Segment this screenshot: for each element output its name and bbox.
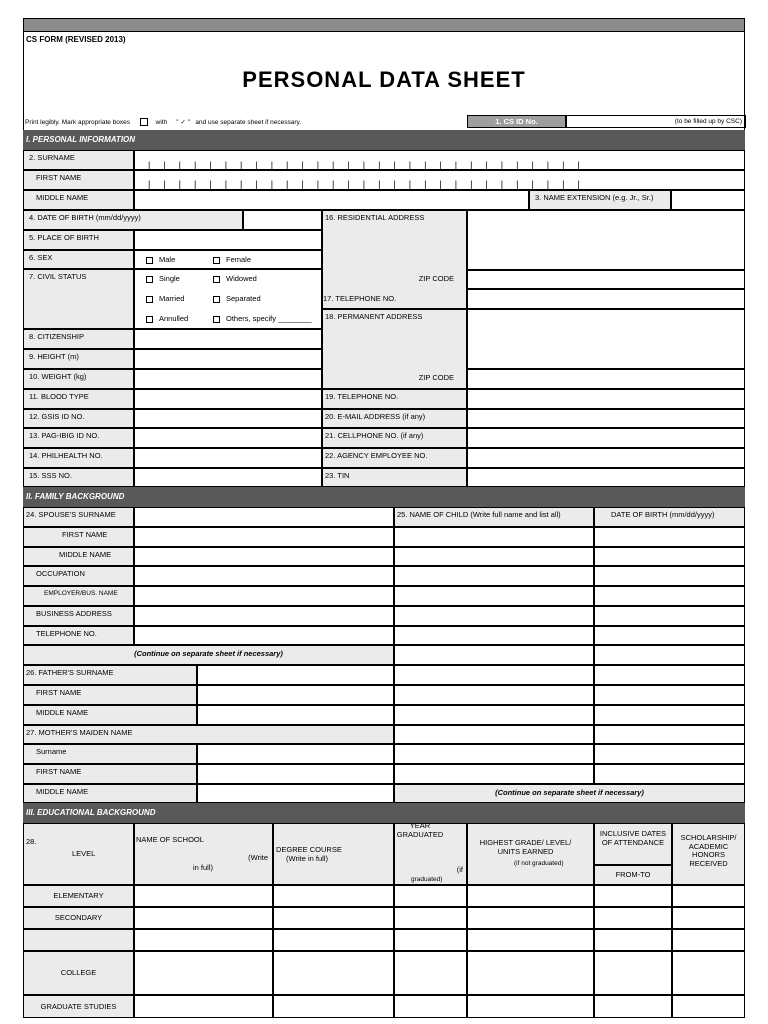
child-dob-field[interactable] [594, 645, 745, 665]
checkbox-icon[interactable] [146, 276, 153, 283]
education-level-label: GRADUATE STUDIES [23, 995, 134, 1018]
education-field[interactable] [672, 907, 745, 929]
separated-label: Separated [226, 294, 261, 303]
inclusive-dates-header: INCLUSIVE DATES OF ATTENDANCE [594, 823, 672, 865]
mother-first-name-field[interactable] [197, 764, 394, 784]
sex-male-option[interactable] [146, 255, 175, 264]
spouse-telephone-field[interactable] [134, 626, 394, 645]
mother-surname-label: Surname [23, 744, 197, 764]
child-dob-field[interactable] [594, 705, 745, 725]
highest-grade-label: HIGHEST GRADE/ LEVEL/ UNITS EARNED [479, 838, 572, 856]
civil-status-label: 7. CIVIL STATUS [23, 269, 134, 329]
education-field[interactable] [394, 907, 467, 929]
permanent-address-field[interactable] [467, 309, 745, 369]
education-field[interactable] [134, 885, 273, 907]
pagibig-field[interactable] [134, 428, 322, 448]
father-surname-label: 26. FATHER'S SURNAME [23, 665, 197, 685]
child-dob-field[interactable] [594, 586, 745, 606]
checkbox-sample-icon [140, 118, 148, 126]
education-field[interactable] [467, 929, 594, 951]
middle-name-field[interactable] [134, 190, 529, 210]
name-extension-field[interactable] [671, 190, 745, 210]
child-dob-field[interactable] [594, 685, 745, 705]
surname-label: 2. SURNAME [23, 150, 134, 170]
tin-field[interactable] [467, 468, 745, 487]
married-label: Married [159, 294, 185, 303]
checkbox-icon[interactable] [146, 316, 153, 323]
mother-first-name-label: FIRST NAME [23, 764, 197, 784]
degree-label: DEGREE COURSE [276, 845, 342, 854]
telephone-17-field[interactable] [467, 289, 745, 309]
instructions-text-d: and use separate sheet if necessary. [195, 119, 302, 126]
children-header: 25. NAME OF CHILD (Write full name and list all) [394, 507, 594, 527]
child-name-field[interactable] [394, 626, 594, 645]
checkbox-icon[interactable] [146, 296, 153, 303]
spouse-middle-name-label: MIDDLE NAME [23, 547, 134, 566]
education-field[interactable] [672, 885, 745, 907]
degree-write: (Write in full) [286, 854, 328, 863]
if-not-graduated: (if not graduated) [514, 860, 564, 867]
page-title: PERSONAL DATA SHEET [242, 67, 526, 92]
year-graduated-header [394, 823, 467, 885]
education-level-label: ELEMENTARY [23, 885, 134, 907]
education-field[interactable] [594, 995, 672, 1018]
child-dob-field[interactable] [594, 626, 745, 645]
education-field[interactable] [467, 995, 594, 1018]
form-code: CS FORM (REVISED 2013) [26, 35, 126, 44]
weight-field[interactable] [134, 369, 322, 389]
telephone-19-field[interactable] [467, 389, 745, 409]
citizenship-label: 8. CITIZENSHIP [23, 329, 134, 349]
widowed-label: Widowed [226, 274, 257, 283]
mother-maiden-name-label: 27. MOTHER'S MAIDEN NAME [23, 725, 394, 744]
telephone-17-label: 17. TELEPHONE NO. [323, 294, 397, 303]
telephone-19-label: 19. TELEPHONE NO. [322, 389, 467, 409]
year-if-a: (if [456, 865, 463, 874]
instructions-text-a: Print legibly. Mark appropriate boxes [25, 119, 131, 126]
education-field[interactable] [594, 885, 672, 907]
residential-address-field[interactable] [467, 210, 745, 270]
permanent-zip-field[interactable] [467, 369, 745, 389]
occupation-label: OCCUPATION [23, 566, 134, 586]
mother-middle-name-label: MIDDLE NAME [23, 784, 197, 803]
residential-zip-field[interactable] [467, 270, 745, 289]
spouse-surname-label: 24. SPOUSE'S SURNAME [23, 507, 134, 527]
cs-id-label: 1. CS ID No. [467, 115, 566, 128]
spouse-middle-name-field[interactable] [134, 547, 394, 566]
child-name-field[interactable] [394, 586, 594, 606]
education-field[interactable] [672, 951, 745, 995]
education-field[interactable] [134, 951, 273, 995]
section-family-background: II. FAMILY BACKGROUND [23, 487, 745, 507]
permanent-address-label-cell [322, 309, 467, 389]
spouse-first-name-label: FIRST NAME [23, 527, 134, 547]
permanent-address-label: 18. PERMANENT ADDRESS [325, 312, 423, 321]
education-field[interactable] [394, 995, 467, 1018]
weight-label: 10. WEIGHT (kg) [23, 369, 134, 389]
education-field[interactable] [273, 907, 394, 929]
education-field[interactable] [394, 885, 467, 907]
checkbox-icon[interactable] [213, 296, 220, 303]
agency-employee-field[interactable] [467, 448, 745, 468]
blood-type-label: 11. BLOOD TYPE [23, 389, 134, 409]
child-name-field[interactable] [394, 606, 594, 626]
civil-status-others-option[interactable]: Others, specify ________ [213, 314, 311, 323]
civil-status-married-option[interactable] [146, 294, 184, 303]
spouse-surname-field[interactable] [134, 507, 394, 527]
cs-id-note: (to be filled up by CSC) [674, 118, 742, 125]
place-of-birth-field[interactable] [134, 230, 322, 250]
gsis-field[interactable] [134, 409, 322, 428]
continue-note-2: (Continue on separate sheet if necessary) [394, 784, 745, 803]
education-field[interactable] [273, 995, 394, 1018]
school-label: NAME OF SCHOOL [136, 835, 204, 844]
male-label: Male [159, 255, 176, 264]
education-field[interactable] [134, 907, 273, 929]
checkbox-icon[interactable] [213, 276, 220, 283]
school-header [134, 823, 273, 885]
scholarship-header: SCHOLARSHIP/ ACADEMIC HONORS RECEIVED [672, 823, 745, 885]
father-surname-field[interactable] [197, 665, 394, 685]
child-dob-field[interactable] [594, 606, 745, 626]
date-of-birth-label: 4. DATE OF BIRTH (mm/dd/yyyy) [23, 210, 243, 230]
civil-status-single-option[interactable] [146, 274, 180, 283]
education-field[interactable] [594, 951, 672, 995]
height-field[interactable] [134, 349, 322, 369]
instructions-text-b: with [155, 119, 168, 126]
top-bar [23, 18, 745, 32]
father-middle-name-field[interactable] [197, 705, 394, 725]
name-extension-label: 3. NAME EXTENSION (e.g. Jr., Sr.) [529, 190, 671, 210]
child-dob-field[interactable] [594, 764, 745, 784]
child-name-field[interactable] [394, 645, 594, 665]
spouse-telephone-label: TELEPHONE NO. [23, 626, 134, 645]
education-field[interactable] [594, 929, 672, 951]
education-field[interactable] [273, 951, 394, 995]
child-name-field[interactable] [394, 744, 594, 764]
father-first-name-label: FIRST NAME [23, 685, 197, 705]
highest-grade-header [467, 823, 594, 885]
child-name-field[interactable] [394, 725, 594, 744]
checkbox-icon[interactable] [213, 257, 220, 264]
father-middle-name-label: MIDDLE NAME [23, 705, 197, 725]
civil-status-widowed-option[interactable] [213, 274, 257, 283]
level-header [23, 823, 134, 885]
child-dob-field[interactable] [594, 665, 745, 685]
annulled-label: Annulled [159, 314, 189, 323]
father-first-name-field[interactable] [197, 685, 394, 705]
child-name-field[interactable] [394, 566, 594, 586]
school-write-b: in full) [193, 863, 214, 872]
employer-field[interactable] [134, 586, 394, 606]
education-field[interactable] [467, 907, 594, 929]
surname-tick-marks: ||||||||||||||||||||||||||||| [148, 160, 593, 170]
pagibig-label: 13. PAG-IBIG ID NO. [23, 428, 134, 448]
business-address-field[interactable] [134, 606, 394, 626]
height-label: 9. HEIGHT (m) [23, 349, 134, 369]
email-field[interactable] [467, 409, 745, 428]
education-field[interactable] [394, 951, 467, 995]
education-level-label [23, 929, 134, 951]
section-educational-background: III. EDUCATIONAL BACKGROUND [23, 803, 745, 823]
education-field[interactable] [134, 929, 273, 951]
sex-female-option[interactable] [213, 255, 251, 264]
place-of-birth-label: 5. PLACE OF BIRTH [23, 230, 134, 250]
single-label: Single [159, 274, 180, 283]
child-dob-field[interactable] [594, 547, 745, 566]
cellphone-label: 21. CELLPHONE NO. (if any) [322, 428, 467, 448]
sss-label: 15. SSS NO. [23, 468, 134, 487]
continue-note-1: (Continue on separate sheet if necessary) [23, 645, 394, 665]
zip-code-2-label: ZIP CODE [418, 373, 454, 382]
business-address-label: BUSINESS ADDRESS [23, 606, 134, 626]
mother-surname-field[interactable] [197, 744, 394, 764]
cellphone-field[interactable] [467, 428, 745, 448]
education-field[interactable] [134, 995, 273, 1018]
child-dob-field[interactable] [594, 725, 745, 744]
tin-label: 23. TIN [322, 468, 467, 487]
checkbox-icon[interactable] [146, 257, 153, 264]
education-level-label: SECONDARY [23, 907, 134, 929]
child-name-field[interactable] [394, 665, 594, 685]
education-field[interactable] [672, 929, 745, 951]
education-level-label: COLLEGE [23, 951, 134, 995]
education-field[interactable] [672, 995, 745, 1018]
check-mark-icon: " ✓ " [176, 119, 190, 126]
personal-data-sheet-form [23, 18, 745, 1018]
checkbox-icon[interactable] [213, 316, 220, 323]
item-28-label: 28. [26, 837, 37, 846]
first-name-label: FIRST NAME [23, 170, 134, 190]
child-dob-field[interactable] [594, 527, 745, 547]
cs-id-field[interactable] [566, 115, 746, 128]
middle-name-label: MIDDLE NAME [23, 190, 134, 210]
first-name-tick-marks: ||||||||||||||||||||||||||||| [148, 179, 593, 189]
email-label: 20. E-MAIL ADDRESS (if any) [322, 409, 467, 428]
philhealth-field[interactable] [134, 448, 322, 468]
level-label: LEVEL [72, 849, 96, 858]
others-label: Others, specify [226, 314, 277, 323]
philhealth-label: 14. PHILHEALTH NO. [23, 448, 134, 468]
child-name-field[interactable] [394, 705, 594, 725]
date-of-birth-field[interactable] [243, 210, 322, 230]
education-field[interactable] [273, 885, 394, 907]
education-field[interactable] [394, 929, 467, 951]
civil-status-annulled-option[interactable] [146, 314, 188, 323]
children-dob-header: DATE OF BIRTH (mm/dd/yyyy) [594, 507, 745, 527]
employer-label: EMPLOYER/BUS. NAME [23, 586, 134, 606]
child-name-field[interactable] [394, 685, 594, 705]
citizenship-field[interactable] [134, 329, 322, 349]
year-if-b: graduated) [411, 876, 443, 883]
child-dob-field[interactable] [594, 744, 745, 764]
sss-field[interactable] [134, 468, 322, 487]
education-field[interactable] [467, 951, 594, 995]
education-field[interactable] [594, 907, 672, 929]
residential-address-label: 16. RESIDENTIAL ADDRESS [325, 213, 425, 222]
blood-type-field[interactable] [134, 389, 322, 409]
degree-header [273, 823, 394, 885]
education-field[interactable] [273, 929, 394, 951]
civil-status-separated-option[interactable] [213, 294, 261, 303]
gsis-label: 12. GSIS ID NO. [23, 409, 134, 428]
child-name-field[interactable] [394, 764, 594, 784]
occupation-field[interactable] [134, 566, 394, 586]
child-name-field[interactable] [394, 547, 594, 566]
spouse-first-name-field[interactable] [134, 527, 394, 547]
mother-middle-name-field[interactable] [197, 784, 394, 803]
school-write-a: (Write [248, 853, 268, 862]
from-to-header: FROM-TO [594, 865, 672, 885]
sex-label: 6. SEX [23, 250, 134, 269]
instructions [25, 118, 301, 126]
zip-code-label: ZIP CODE [418, 274, 454, 283]
agency-employee-label: 22. AGENCY EMPLOYEE NO. [322, 448, 467, 468]
female-label: Female [226, 255, 252, 264]
education-field[interactable] [467, 885, 594, 907]
child-dob-field[interactable] [594, 566, 745, 586]
year-graduated-label: YEAR GRADUATED [396, 823, 444, 839]
child-name-field[interactable] [394, 527, 594, 547]
section-personal-information: I. PERSONAL INFORMATION [23, 130, 745, 150]
